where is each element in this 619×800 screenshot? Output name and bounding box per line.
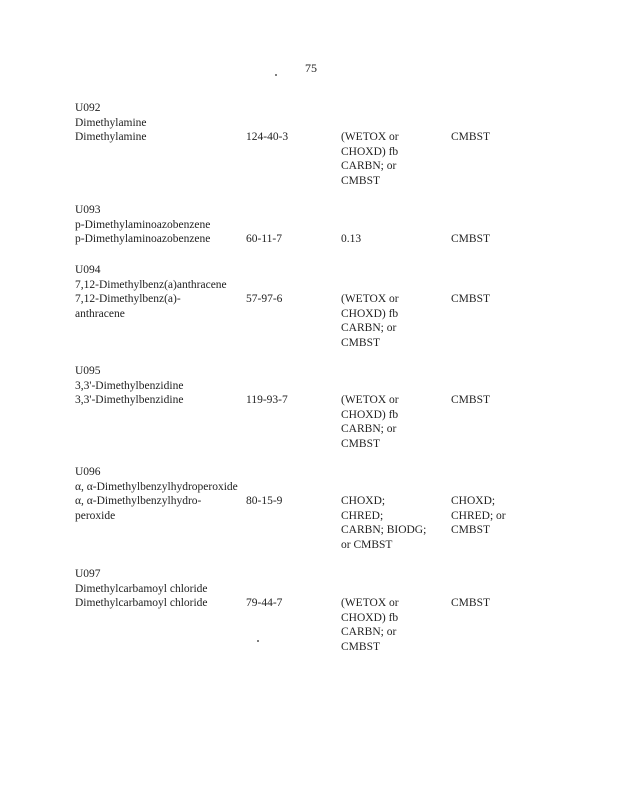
wastewater-standard-line: CMBST [451,233,490,245]
wastewater-standard [451,292,541,307]
waste-code: U096 [75,466,101,478]
nonwastewater-standard-line: 0.13 [341,233,362,245]
page-number: 75 [305,61,317,75]
cas-number: 79-44-7 [246,597,283,609]
cas-number: 124-40-3 [246,131,289,143]
nonwastewater-standard-line: CARBN; or [341,626,397,638]
constituent-name-line: anthracene [75,307,125,320]
waste-entry [75,101,595,190]
constituent-name-line: peroxide [75,509,116,522]
waste-code: U094 [75,264,101,276]
nonwastewater-standard [341,596,451,654]
nonwastewater-standard-line: CARBN; or [341,160,397,172]
constituent-row [75,596,595,656]
cas-number: 80-15-9 [246,495,283,507]
nonwastewater-standard-line: (WETOX or [341,394,399,406]
nonwastewater-standard-line: CMBST [341,174,380,187]
wastewater-standard-line: CMBST [451,597,490,609]
constituent-row [75,494,595,554]
waste-code: U093 [75,204,101,216]
constituent-name-line: α, α-Dimethylbenzylhydro- [75,495,202,507]
constituent-name [75,130,245,145]
wastewater-standard [451,393,541,408]
waste-heading: α, α-Dimethylbenzylhydroperoxide [75,480,238,493]
nonwastewater-standard-line: CHOXD) fb [341,408,399,421]
nonwastewater-standard-line: CMBST [341,437,380,450]
wastewater-standard [451,494,541,538]
wastewater-standard [451,596,541,611]
constituent-name [75,292,245,321]
nonwastewater-standard-line: CHRED; [341,509,384,522]
constituent-name [75,596,245,611]
nonwastewater-standard [341,232,451,247]
waste-entry [75,364,595,453]
waste-heading: 7,12-Dimethylbenz(a)anthracene [75,278,227,291]
cas-number: 57-97-6 [246,293,283,305]
waste-heading: Dimethylcarbamoyl chloride [75,582,208,595]
nonwastewater-standard-line: CHOXD) fb [341,307,399,320]
waste-heading: p-Dimethylaminoazobenzene [75,218,211,231]
nonwastewater-standard [341,292,451,350]
waste-heading: 3,3'-Dimethylbenzidine [75,379,184,392]
wastewater-standard-line: CHRED; or [451,509,506,522]
constituent-name-line: 3,3'-Dimethylbenzidine [75,394,184,406]
nonwastewater-standard-line: CMBST [341,336,380,349]
constituent-name-line: p-Dimethylaminoazobenzene [75,233,211,245]
waste-entry [75,263,595,352]
nonwastewater-standard [341,130,451,188]
nonwastewater-standard-line: CARBN; or [341,423,397,435]
constituent-name-line: Dimethylcarbamoyl chloride [75,597,208,609]
nonwastewater-standard-line: (WETOX or [341,293,399,305]
waste-code: U097 [75,568,101,580]
nonwastewater-standard-line: CARBN; or [341,322,397,334]
nonwastewater-standard-line: (WETOX or [341,597,399,609]
nonwastewater-standard-line: CARBN; BIODG; [341,524,427,536]
nonwastewater-standard-line: CHOXD) fb [341,145,399,158]
nonwastewater-standard-line: (WETOX or [341,131,399,143]
wastewater-standard-line: CMBST [451,131,490,143]
wastewater-standard [451,130,541,145]
waste-entry [75,567,595,656]
nonwastewater-standard-line: CMBST [341,640,380,653]
constituent-name [75,393,245,408]
wastewater-standard-line: CMBST [451,293,490,305]
nonwastewater-standard [341,393,451,451]
waste-code: U095 [75,365,101,377]
constituent-row [75,393,595,453]
scan-speck [275,74,277,76]
constituent-name [75,232,245,247]
wastewater-standard-line: CHOXD; [451,495,496,507]
constituent-row [75,130,595,190]
cas-number: 119-93-7 [246,394,288,406]
wastewater-standard [451,232,541,247]
nonwastewater-standard [341,494,451,552]
constituent-name-line: Dimethylamine [75,131,147,143]
nonwastewater-standard-line: or CMBST [341,538,393,551]
waste-entry [75,465,595,554]
nonwastewater-standard-line: CHOXD; [341,495,386,507]
wastewater-standard-line: CMBST [451,524,490,536]
nonwastewater-standard-line: CHOXD) fb [341,611,399,624]
waste-heading: Dimethylamine [75,116,147,129]
cas-number: 60-11-7 [246,233,282,245]
waste-code: U092 [75,102,101,114]
wastewater-standard-line: CMBST [451,394,490,406]
constituent-name-line: 7,12-Dimethylbenz(a)- [75,293,181,305]
constituent-name [75,494,245,523]
constituent-row [75,292,595,352]
